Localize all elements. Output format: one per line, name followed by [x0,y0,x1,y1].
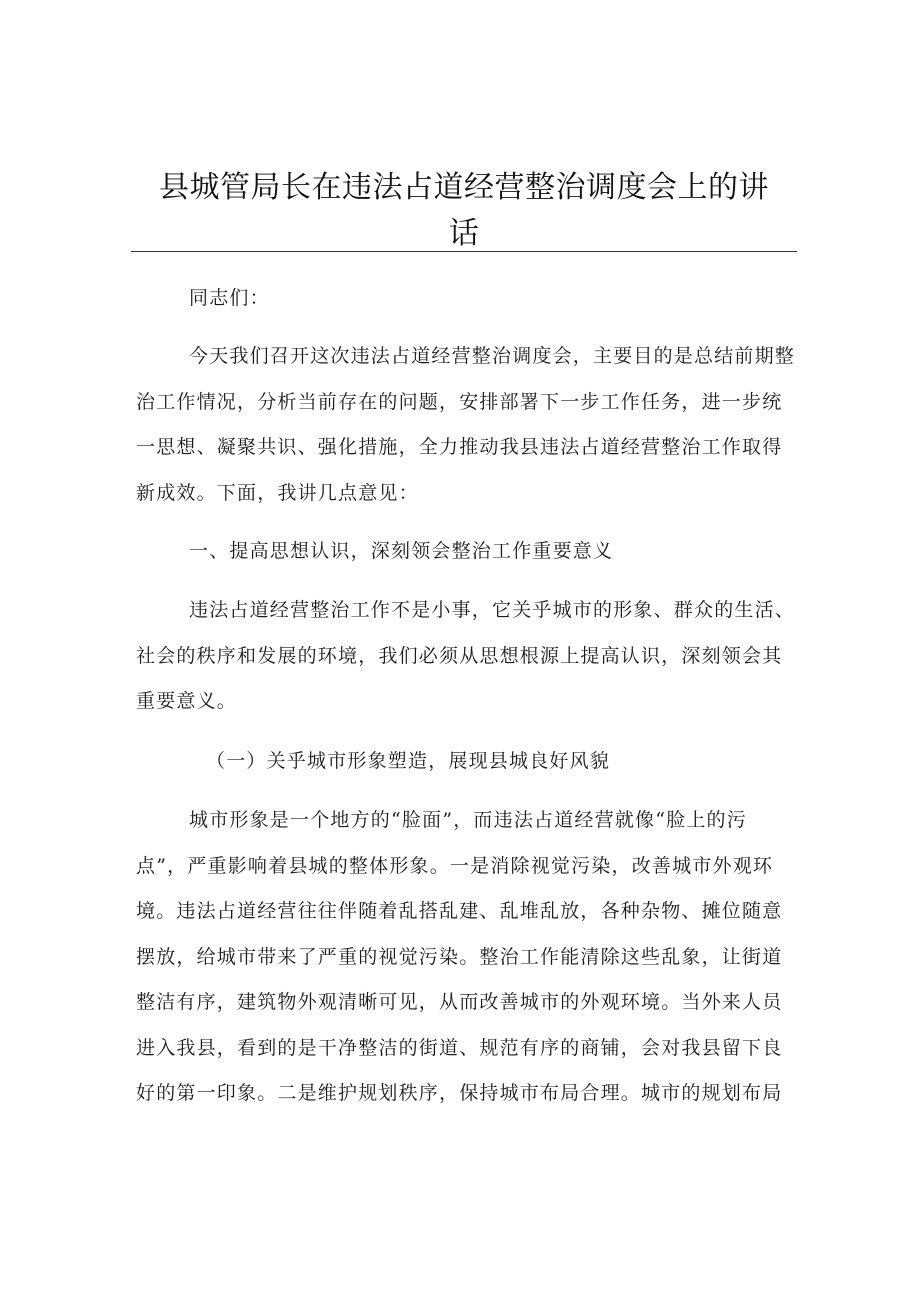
section-heading-1 [136,529,786,575]
subsection-heading-text: （一）关乎城市形象塑造，展现县城良好风貌 [206,750,611,772]
salutation [136,276,786,322]
subsection-heading-1 [206,739,766,785]
paragraph-line: 点”，严重影响着县城的整体形象。一是消除视觉污染，改善城市外观环 [136,854,774,877]
paragraph-line: 新成效。下面，我讲几点意见： [136,481,419,504]
paragraph-line: 整洁有序，建筑物外观清晰可见，从而改善城市的外观环境。当外来人员 [136,991,783,1013]
paragraph-line: 治工作情况，分析当前存在的问题，安排部署下一步工作任务，进一步统 [136,390,783,413]
paragraph-line: 境。违法占道经营往往伴随着乱搭乱建、乱堆乱放，各种杂物、摊位随意 [136,900,783,922]
paragraph-line: 社会的秩序和发展的环境，我们必须从思想根源上提高认识，深刻领会其 [136,644,783,667]
paragraph-line: 重要意义。 [136,690,238,712]
paragraph-line: 一思想、凝聚共识、强化措施，全力推动我县违法占道经营整治工作取得 [136,436,783,458]
document-title-line-2: 话 [448,216,480,251]
paragraph-line: 今天我们召开这次违法占道经营整治调度会，主要目的是总结前期整 [189,345,796,367]
paragraph-line: 摆放，给城市带来了严重的视觉污染。整治工作能清除这些乱象，让街道 [136,945,783,968]
section-1-paragraph [136,588,796,725]
salutation-text: 同志们： [189,287,270,309]
subsection-1-paragraph [136,798,786,1117]
paragraph-line: 违法占道经营整治工作不是小事，它关乎城市的形象、群众的生活、 [189,599,796,621]
intro-paragraph [136,334,796,516]
paragraph-line: 进入我县，看到的是干净整洁的街道、规范有序的商铺，会对我县留下良 [136,1036,783,1059]
paragraph-line: 好的第一印象。二是维护规划秩序，保持城市布局合理。城市的规划布局 [136,1082,783,1104]
section-heading-text: 一、提高思想认识，深刻领会整治工作重要意义 [189,540,614,562]
title-divider [131,251,797,252]
paragraph-line: 城市形象是一个地方的“脸面”，而违法占道经营就像“脸上的污 [189,809,747,831]
document-title-line-1: 县城管局长在违法占道经营整治调度会上的讲 [159,170,769,205]
